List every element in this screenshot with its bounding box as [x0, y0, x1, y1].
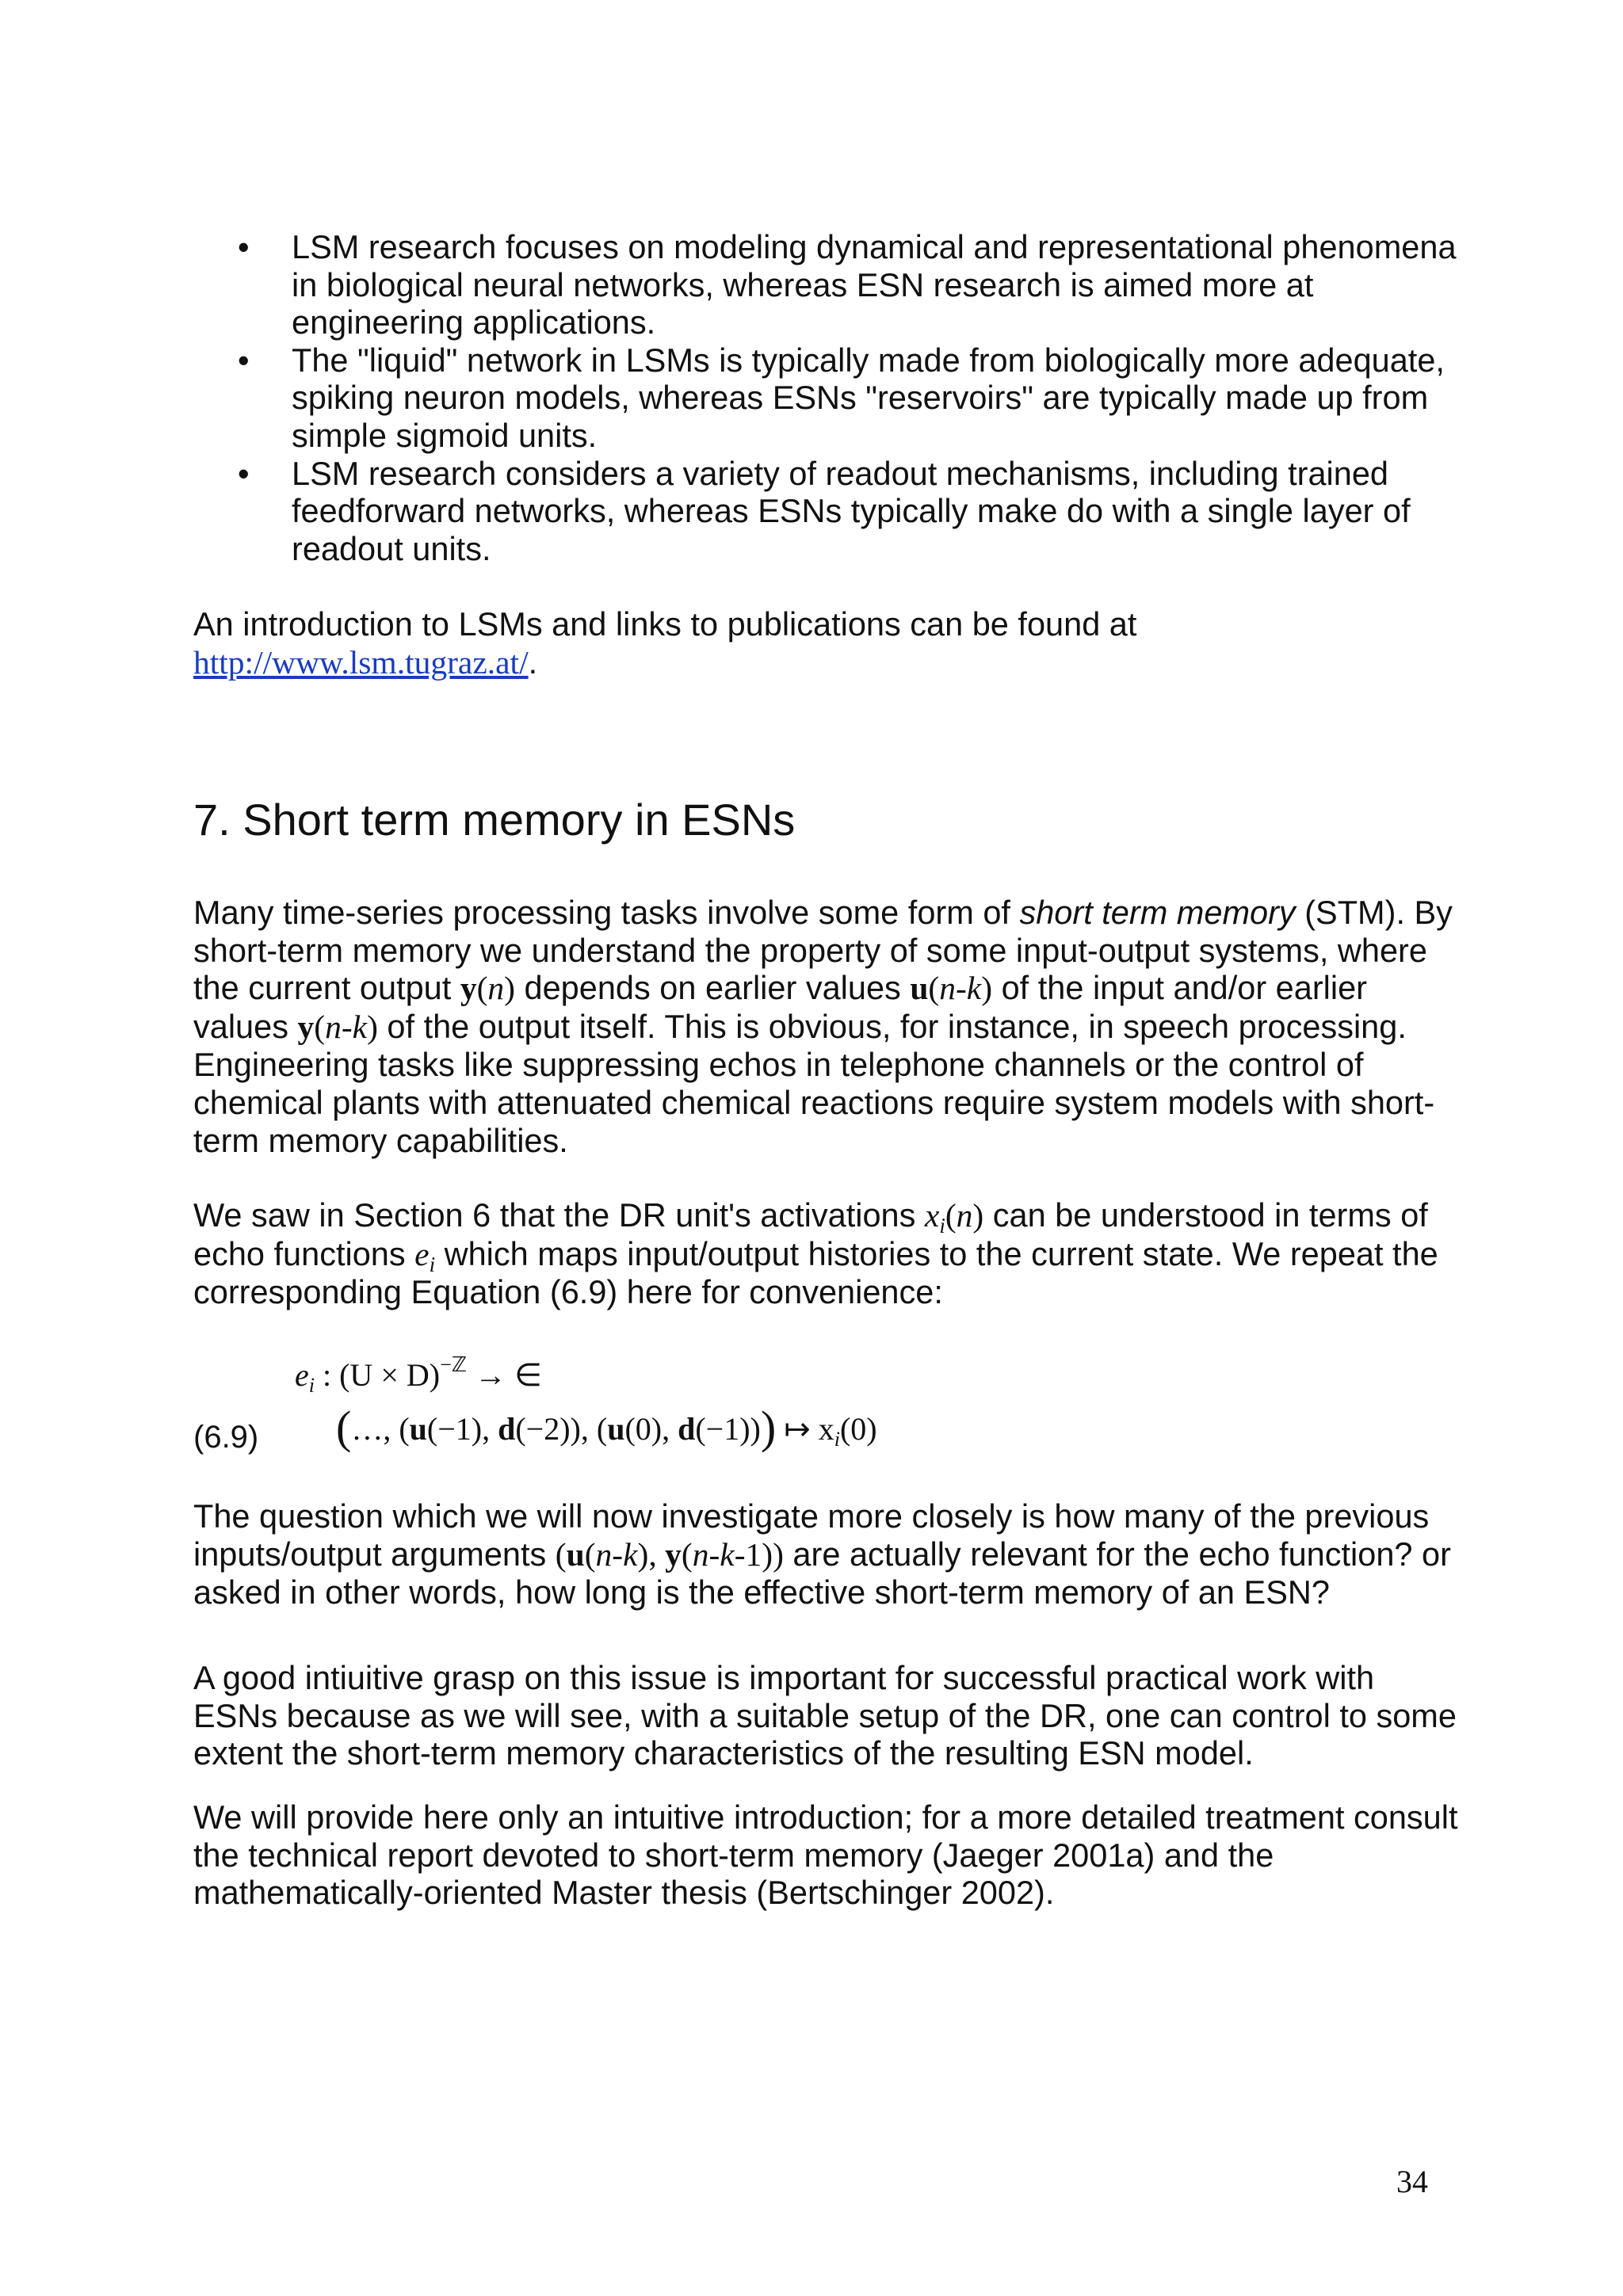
equation-line-2: (…, (u(−1), d(−2)), (u(0), d(−1))) ↦ $x_i(0)$	[336, 1402, 877, 1453]
equation-label: (6.9)	[193, 1420, 259, 1455]
bullet-list	[238, 228, 1458, 567]
equation-line-1: $e_i$ : $(U \times D)^{-ℤ}$ → ∈	[295, 1352, 542, 1397]
list-item: • The "liquid" network in LSMs is typically made from biologically more adequate, spiking neuron models, whereas ESNs "reservoirs" are typically made up from simple sigmoid units.	[238, 341, 1445, 454]
section-title: 7. Short term memory in ESNs	[193, 795, 796, 845]
intro-paragraph: An introduction to LSMs and links to publications can be found at http://www.lsm.tugraz.at/.	[193, 605, 1137, 681]
paragraph-question: The question which we will now investigate more closely is how many of the previous inputs/output arguments (u(n-k), y(n-k-1)) are actually relevant for the echo function? or asked in other words, how long is the effective short-term memory of an ESN?	[193, 1497, 1451, 1611]
bullet-icon: •	[238, 454, 250, 492]
bullet-icon: •	[238, 341, 250, 379]
paragraph-references: We will provide here only an intuitive introduction; for a more detailed treatment consult the technical report devoted to short-term memory (Jaeger 2001a) and the mathematically-oriented Master thesis (Bertschinger 2002).	[193, 1798, 1458, 1912]
list-item: • LSM research considers a variety of readout mechanisms, including trained feedforward networks, whereas ESNs typically make do with a single layer of readout units.	[238, 454, 1411, 567]
paragraph-stm-intro: Many time-series processing tasks involve some form of short term memory (STM). By short-term memory we understand the property of some input-output systems, where the current output y(n) depends on earlier values u(n-k) of the input and/or earlier values y(n-k) of the output itself. This is obvious, for instance, in speech processing. Engineering tasks like suppressing echos in telephone channels or the control of chemical plants with attenuated chemical reactions require system models with short-term memory capabilities.	[193, 894, 1453, 1159]
list-item: • LSM research focuses on modeling dynamical and representational phenomena in biological neural networks, whereas ESN research is aimed more at engineering applications.	[238, 228, 1457, 341]
lsm-link[interactable]: http://www.lsm.tugraz.at/	[193, 643, 529, 681]
bullet-icon: •	[238, 228, 250, 265]
paragraph-echo-functions: We saw in Section 6 that the DR unit's activations $x_i(n)$ can be understood in terms of echo functions $e_i$ which maps input/output histories to the current state. We repeat the corresponding Equation (6.9) here for convenience:	[193, 1196, 1438, 1311]
page-number: 34	[1396, 2164, 1428, 2199]
paragraph-intuition: A good intiuitive grasp on this issue is important for successful practical work with ESNs because as we will see, with a suitable setup of the DR, one can control to some extent the short-term memory characteristics of the resulting ESN model.	[193, 1659, 1457, 1772]
